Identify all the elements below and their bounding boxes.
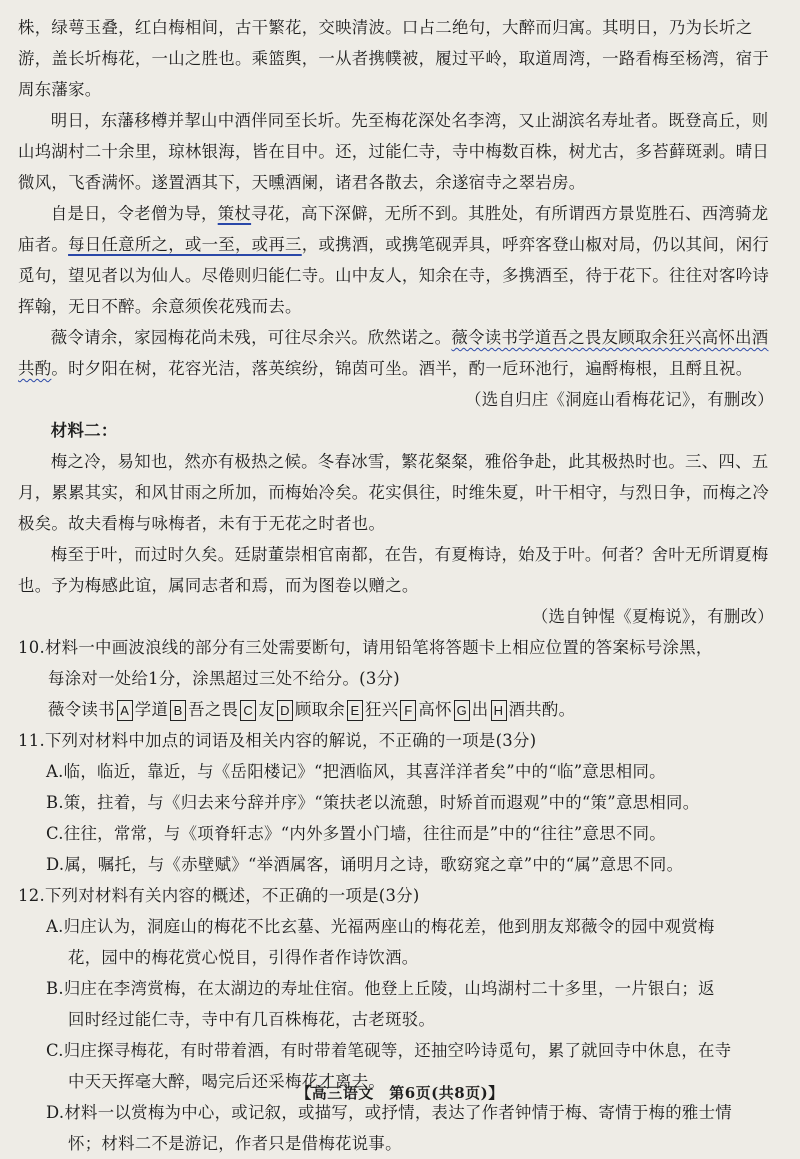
q12-stem: 12.下列对材料有关内容的概述，不正确的一项是(3分) (18, 886, 420, 905)
wavy-underlined-sentence: 薇令读书学道吾之畏友顾取余狂兴高怀出酒共酌 (18, 328, 769, 378)
material2-source: （选自钟惺《夏梅说》，有删改） (531, 607, 774, 626)
q10-stem-line2: 每涂对一处给1分，涂黑超过三处不给分。(3分) (48, 669, 400, 688)
question-10 (18, 632, 770, 725)
material2-paragraph-1: 梅之冷，易知也，然亦有极热之候。冬春冰雪，繁花粲粲，雅俗争赴，此其极热时也。三、四、五月，累累其实，和风甘雨之所加，而梅始冷矣。花实俱往，时维朱夏，叶干相守，与烈日争，而梅之冷极矣。故夫看梅与咏梅者，未有于无花之时者也。 (18, 452, 770, 533)
material1-paragraph-2: 明日，东藩移樽并挈山中酒伴同至长圻。先至梅花深处名李湾，又止湖滨名寿址者。既登高丘，则山坞湖村二十余里，琼林银海，皆在目中。还，过能仁寺，寺中梅数百株，树尤古，多苔藓斑剥。晴日微风，飞香满怀。遂置酒其下，天曛酒阑，诸君各散去，余遂宿寺之翠岩房。 (18, 111, 770, 192)
answer-box-g[interactable]: G (454, 700, 470, 721)
material1-paragraph-3: 自是日，令老僧为导，策杖寻花，高下深僻，无所不到。其胜处，有所谓西方景览胜石、西湾骑龙庙者。每日任意所之，或一至，或再三，或携酒，或携笔砚弄具，呼弈客登山椒对局，仍以其间，闲行觅句，望见者以为仙人。尽倦则归能仁寺。山中友人，知余在寺，多携酒至，待于花下。往往对客吟诗挥翰，无日不醉。余意须俟花残而去。 (18, 204, 770, 316)
answer-box-h[interactable]: H (491, 700, 507, 721)
material1-paragraph-1: 株，绿萼玉叠，红白梅相间，古干繁花，交映清波。口占二绝句，大醉而归寓。其明日，乃为长圻之游，盖长圻梅花，一山之胜也。乘篮舆，一从者携幞被，履过平岭，取道周湾，一路看梅至杨湾，宿于周东藩家。 (18, 18, 770, 99)
answer-box-d[interactable]: D (277, 700, 293, 721)
pen-underline: 每日任意所之，或一至，或再三 (68, 235, 302, 254)
material2-heading: 材料二： (50, 421, 118, 440)
answer-box-b[interactable]: B (170, 700, 186, 721)
material1-source: （选自归庄《洞庭山看梅花记》，有删改） (465, 390, 774, 409)
q11-option-d[interactable]: D.属，嘱托，与《赤壁赋》“举酒属客，诵明月之诗，歌窈窕之章”中的“属”意思不同。 (46, 855, 684, 874)
question-11 (18, 725, 770, 880)
q11-option-a[interactable]: A.临，临近，靠近，与《岳阳楼记》“把酒临风，其喜洋洋者矣”中的“临”意思相同。 (46, 762, 666, 781)
material2-paragraph-2: 梅至于叶，而过时久矣。廷尉董崇相官南都，在告，有夏梅诗，始及于叶。何者？舍叶无所谓夏梅也。予为梅感此谊，属同志者和焉，而为图卷以赠之。 (18, 545, 769, 595)
q10-sentence-with-boxes: 薇令读书 A 学道 B 吾之畏 C 友 D 顾取余 E 狂兴 F 高怀 G 出 H 酒共酌。 (48, 700, 576, 719)
answer-box-c[interactable]: C (240, 700, 256, 721)
page-footer: 【高三语文 第6页(共8页)】 (296, 1084, 504, 1102)
page-content (18, 12, 774, 1159)
dotted-word-ce: 策杖 (217, 204, 252, 223)
q11-option-b[interactable]: B.策，拄着，与《归去来兮辞并序》“策扶老以流憩，时矫首而遐观”中的“策”意思相同。 (46, 793, 700, 812)
material1-paragraph-4: 薇令请余，家园梅花尚未残，可往尽余兴。欣然诺之。薇令读书学道吾之畏友顾取余狂兴高怀出酒共酌。时夕阳在树，花容光洁，落英缤纷，锦茵可坐。酒半，酌一卮环池行，遍酹梅根，且酹且祝。 (18, 328, 769, 378)
question-12 (18, 880, 770, 1159)
q12-option-a[interactable]: A.归庄认为，洞庭山的梅花不比玄墓、光福两座山的梅花差，他到朋友郑薇令的园中观赏梅 花，园中的梅花赏心悦目，引得作者作诗饮酒。 (46, 917, 715, 967)
q12-option-d[interactable]: D.材料一以赏梅为中心，或记叙，或描写，或抒情，表达了作者钟情于梅、寄情于梅的雅士情 怀；材料二不是游记，作者只是借梅花说事。 (46, 1103, 732, 1153)
answer-box-e[interactable]: E (347, 700, 363, 721)
q12-option-b[interactable]: B.归庄在李湾赏梅，在太湖边的寿址住宿。他登上丘陵，山坞湖村二十多里，一片银白；返 回时经过能仁寺，寺中有几百株梅花，古老斑驳。 (46, 979, 715, 1029)
q10-stem-line1: 10.材料一中画波浪线的部分有三处需要断句，请用铅笔将答题卡上相应位置的答案标号涂黑， (18, 638, 713, 657)
q12-option-c[interactable]: C.归庄探寻梅花，有时带着酒，有时带着笔砚等，还抽空吟诗觅句，累了就回寺中休息，在寺 中天天挥毫大醉，喝完后还采梅花才离去。 (46, 1041, 732, 1091)
q11-stem: 11.下列对材料中加点的词语及相关内容的解说，不正确的一项是(3分) (18, 731, 537, 750)
answer-box-f[interactable]: F (400, 700, 416, 721)
answer-box-a[interactable]: A (117, 700, 133, 721)
q11-option-c[interactable]: C.往往，常常，与《项脊轩志》“内外多置小门墙，往往而是”中的“往往”意思不同。 (46, 824, 666, 843)
